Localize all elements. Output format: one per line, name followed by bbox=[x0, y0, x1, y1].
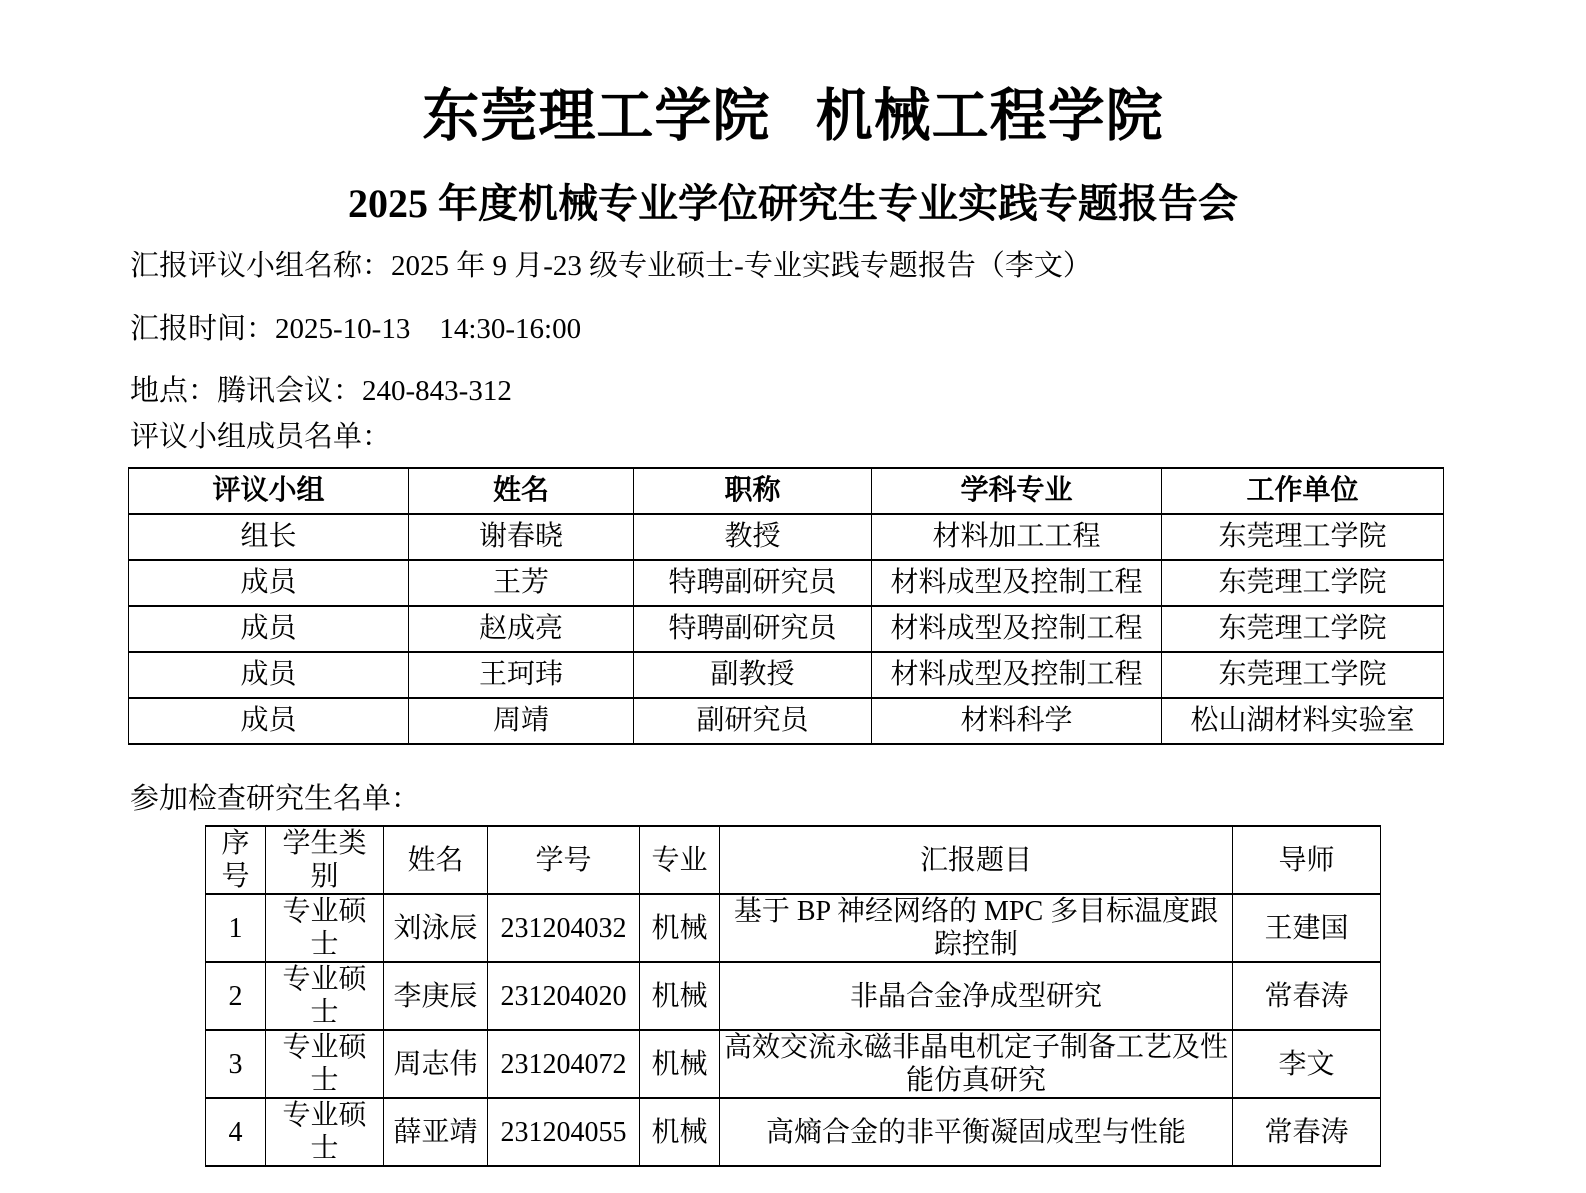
cell-index: 4 bbox=[206, 1098, 266, 1166]
cell-major: 机械 bbox=[640, 1098, 720, 1166]
cell-title: 教授 bbox=[634, 514, 872, 560]
panel-table-row bbox=[129, 560, 1444, 606]
cell-name: 周靖 bbox=[409, 698, 634, 744]
cell-major: 机械 bbox=[640, 962, 720, 1030]
cell-workunit: 东莞理工学院 bbox=[1162, 514, 1444, 560]
students-table-header-row bbox=[206, 826, 1381, 894]
cell-student-id: 231204032 bbox=[488, 894, 640, 962]
cell-workunit: 东莞理工学院 bbox=[1162, 652, 1444, 698]
cell-discipline: 材料科学 bbox=[872, 698, 1162, 744]
students-list-heading: 参加检查研究生名单： bbox=[130, 783, 421, 815]
panel-table-row bbox=[129, 652, 1444, 698]
cell-student-id: 231204055 bbox=[488, 1098, 640, 1166]
column-header-workunit: 工作单位 bbox=[1162, 468, 1444, 514]
students-table bbox=[205, 825, 1381, 1167]
cell-role: 成员 bbox=[129, 560, 409, 606]
cell-student-type: 专业硕士 bbox=[266, 894, 384, 962]
column-header-index: 序号 bbox=[206, 826, 266, 894]
column-header-discipline: 学科专业 bbox=[872, 468, 1162, 514]
column-header-panel-role: 评议小组 bbox=[129, 468, 409, 514]
cell-major: 机械 bbox=[640, 894, 720, 962]
cell-report-topic: 高效交流永磁非晶电机定子制备工艺及性能仿真研究 bbox=[720, 1030, 1233, 1098]
cell-supervisor: 李文 bbox=[1233, 1030, 1381, 1098]
panel-table-row bbox=[129, 514, 1444, 560]
column-header-title: 职称 bbox=[634, 468, 872, 514]
cell-discipline: 材料加工工程 bbox=[872, 514, 1162, 560]
cell-index: 3 bbox=[206, 1030, 266, 1098]
cell-name: 谢春晓 bbox=[409, 514, 634, 560]
column-header-student-id: 学号 bbox=[488, 826, 640, 894]
cell-name: 周志伟 bbox=[384, 1030, 488, 1098]
cell-supervisor: 王建国 bbox=[1233, 894, 1381, 962]
cell-student-id: 231204020 bbox=[488, 962, 640, 1030]
cell-name: 薛亚靖 bbox=[384, 1098, 488, 1166]
page-subtitle: 2025 年度机械专业学位研究生专业实践专题报告会 bbox=[348, 181, 1238, 226]
cell-report-topic: 高熵合金的非平衡凝固成型与性能 bbox=[720, 1098, 1233, 1166]
column-header-major: 专业 bbox=[640, 826, 720, 894]
column-header-name: 姓名 bbox=[384, 826, 488, 894]
cell-title: 副教授 bbox=[634, 652, 872, 698]
cell-supervisor: 常春涛 bbox=[1233, 1098, 1381, 1166]
cell-index: 1 bbox=[206, 894, 266, 962]
students-table-row bbox=[206, 1098, 1381, 1166]
cell-report-topic: 非晶合金净成型研究 bbox=[720, 962, 1233, 1030]
cell-name: 李庚辰 bbox=[384, 962, 488, 1030]
cell-supervisor: 常春涛 bbox=[1233, 962, 1381, 1030]
panel-table-row bbox=[129, 698, 1444, 744]
column-header-report-topic: 汇报题目 bbox=[720, 826, 1233, 894]
cell-student-type: 专业硕士 bbox=[266, 1030, 384, 1098]
cell-student-type: 专业硕士 bbox=[266, 962, 384, 1030]
cell-title: 特聘副研究员 bbox=[634, 560, 872, 606]
cell-name: 赵成亮 bbox=[409, 606, 634, 652]
cell-workunit: 松山湖材料实验室 bbox=[1162, 698, 1444, 744]
column-header-supervisor: 导师 bbox=[1233, 826, 1381, 894]
cell-report-topic: 基于 BP 神经网络的 MPC 多目标温度跟踪控制 bbox=[720, 894, 1233, 962]
students-table-row bbox=[206, 894, 1381, 962]
cell-name: 王珂玮 bbox=[409, 652, 634, 698]
cell-role: 成员 bbox=[129, 652, 409, 698]
cell-title: 特聘副研究员 bbox=[634, 606, 872, 652]
students-table-row bbox=[206, 1030, 1381, 1098]
cell-discipline: 材料成型及控制工程 bbox=[872, 606, 1162, 652]
cell-role: 组长 bbox=[129, 514, 409, 560]
cell-workunit: 东莞理工学院 bbox=[1162, 606, 1444, 652]
panel-members-table bbox=[128, 467, 1444, 745]
panel-table-row bbox=[129, 606, 1444, 652]
page-title: 东莞理工学院 机械工程学院 bbox=[422, 85, 1164, 148]
cell-major: 机械 bbox=[640, 1030, 720, 1098]
cell-student-type: 专业硕士 bbox=[266, 1098, 384, 1166]
panel-table-header-row bbox=[129, 468, 1444, 514]
info-line-location: 地点：腾讯会议：240-843-312 bbox=[130, 375, 512, 407]
panel-list-heading: 评议小组成员名单： bbox=[130, 421, 392, 453]
info-line-report-time: 汇报时间：2025-10-13 14:30-16:00 bbox=[130, 313, 582, 345]
cell-discipline: 材料成型及控制工程 bbox=[872, 652, 1162, 698]
cell-role: 成员 bbox=[129, 606, 409, 652]
cell-role: 成员 bbox=[129, 698, 409, 744]
cell-index: 2 bbox=[206, 962, 266, 1030]
column-header-name: 姓名 bbox=[409, 468, 634, 514]
cell-workunit: 东莞理工学院 bbox=[1162, 560, 1444, 606]
cell-name: 王芳 bbox=[409, 560, 634, 606]
cell-discipline: 材料成型及控制工程 bbox=[872, 560, 1162, 606]
cell-title: 副研究员 bbox=[634, 698, 872, 744]
cell-name: 刘泳辰 bbox=[384, 894, 488, 962]
cell-student-id: 231204072 bbox=[488, 1030, 640, 1098]
info-line-group-name: 汇报评议小组名称：2025 年 9 月-23 级专业硕士-专业实践专题报告（李文） bbox=[130, 250, 1092, 282]
column-header-student-type: 学生类别 bbox=[266, 826, 384, 894]
students-table-row bbox=[206, 962, 1381, 1030]
